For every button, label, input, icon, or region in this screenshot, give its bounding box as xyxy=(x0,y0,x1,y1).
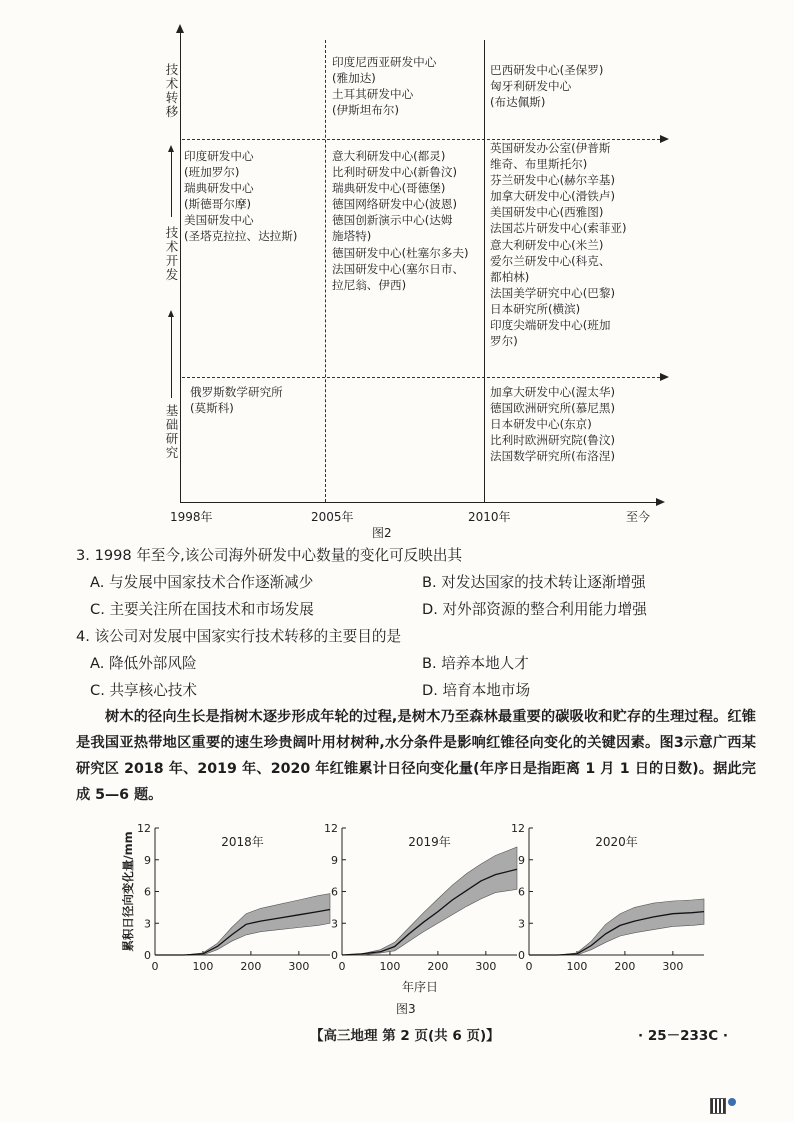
cell-dev-2010: 英国研发办公室(伊普斯 维奇、布里斯托尔) 芬兰研发中心(赫尔辛基) 加拿大研发中心(滑铁卢) 美国研发中心(西雅图) 法国芯片研发中心(索菲亚) 意大利研发中心(米兰) 爱尔兰研发中心(科克、 都柏林) 法国美学研究中心(巴黎) 日本研究所(横滨) 印度尖端研发中心(班加 罗尔) xyxy=(490,141,627,349)
question-4-stem: 4. 该公司对发展中国家实行技术转移的主要目的是 xyxy=(76,628,402,645)
x-axis xyxy=(180,502,658,503)
figure-3-caption: 图3 xyxy=(396,1002,416,1016)
question-3-option-c[interactable]: C. 主要关注所在国技术和市场发展 xyxy=(90,601,314,618)
stage-arrow-dev xyxy=(171,149,172,217)
stage-label-basic: 基础研究 xyxy=(165,403,179,460)
chart-3-x-tick-label: 100 xyxy=(566,960,588,973)
chart-3-y-tick-label: 0 xyxy=(518,949,525,962)
chart-3-x-tick-label: 200 xyxy=(614,960,636,973)
chart-1-x-tick-label: 300 xyxy=(288,960,310,973)
chart-2-x-tick-label: 300 xyxy=(475,960,497,973)
cell-dev-1998: 印度研发中心 (班加罗尔) 瑞典研发中心 (斯德哥尔摩) 美国研发中心 (圣塔克拉拉、达拉斯) xyxy=(184,149,298,244)
stage-divider-lower xyxy=(182,377,660,378)
year-label-present: 至今 xyxy=(626,510,651,524)
figure-3-charts xyxy=(110,815,720,1015)
stage-label-transfer: 技术转移 xyxy=(165,62,179,119)
question-4-option-b[interactable]: B. 培养本地人才 xyxy=(422,655,529,672)
figure-2-caption: 图2 xyxy=(372,526,392,540)
y-axis xyxy=(180,32,181,502)
stage-arrow-basic xyxy=(171,314,172,398)
chart-1-y-tick-label: 6 xyxy=(144,885,151,899)
x-axis-arrow xyxy=(656,498,665,506)
chart-y-axis-label: 累积日径向变化量/mm xyxy=(121,831,135,952)
qr-code-icon xyxy=(710,1098,726,1114)
question-4-option-d[interactable]: D. 培育本地市场 xyxy=(422,682,531,699)
stage-divider-upper-arrow xyxy=(660,135,669,143)
chart-1-x-tick-label: 0 xyxy=(151,960,159,973)
y-axis-arrow xyxy=(176,24,184,33)
question-3-option-a[interactable]: A. 与发展中国家技术合作逐渐减少 xyxy=(90,574,314,591)
chart-2-y-tick-label: 9 xyxy=(331,853,338,867)
cell-dev-2005: 意大利研发中心(都灵) 比利时研发中心(新鲁汶) 瑞典研发中心(哥德堡) 德国网络研发中心(波恩) 德国创新演示中心(达姆 施塔特) 德国研发中心(杜塞尔多夫) 法国研发中心(塞尔日市、 拉尼翁、伊西) xyxy=(332,149,469,292)
chart-3-y-tick-label: 3 xyxy=(518,917,525,931)
chart-x-axis-label: 年序日 xyxy=(401,980,439,994)
chart-3-x-tick-label: 0 xyxy=(525,960,533,973)
question-4-option-c[interactable]: C. 共享核心技术 xyxy=(90,682,198,699)
chart-1-x-tick-label: 100 xyxy=(192,960,214,973)
chart-2-title: 2019年 xyxy=(408,835,451,849)
chart-1-y-tick-label: 12 xyxy=(137,822,151,835)
question-3-option-d[interactable]: D. 对外部资源的整合利用能力增强 xyxy=(422,601,647,618)
stage-divider-lower-arrow xyxy=(660,373,669,381)
chart-2-x-tick-label: 0 xyxy=(338,960,346,973)
chart-1-title: 2018年 xyxy=(221,835,264,849)
figure-2 xyxy=(0,0,794,540)
chart-2-y-tick-label: 3 xyxy=(331,917,338,931)
footer-code: · 25－233C · xyxy=(638,1028,729,1044)
chart-3-x-tick-label: 300 xyxy=(662,960,684,973)
watermark-logo-icon xyxy=(728,1098,736,1106)
stage-arrow-basic-head xyxy=(168,310,174,317)
cell-transfer-2005: 印度尼西亚研发中心 (雅加达) 土耳其研发中心 (伊斯坦布尔) xyxy=(332,55,437,118)
chart-2-x-tick-label: 100 xyxy=(379,960,401,973)
chart-1-x-tick-label: 200 xyxy=(240,960,262,973)
chart-1-y-tick-label: 9 xyxy=(144,853,151,867)
question-3-stem: 3. 1998 年至今,该公司海外研发中心数量的变化可反映出其 xyxy=(76,547,463,564)
chart-1-y-tick-label: 3 xyxy=(144,917,151,931)
chart-3-y-tick-label: 9 xyxy=(518,853,525,867)
question-4-option-a[interactable]: A. 降低外部风险 xyxy=(90,655,197,672)
cell-basic-2010: 加拿大研发中心(渥太华) 德国欧洲研究所(慕尼黑) 日本研发中心(东京) 比利时欧洲研究院(鲁汶) 法国数学研究所(布洛涅) xyxy=(490,385,615,464)
question-3-option-b[interactable]: B. 对发达国家的技术转让逐渐增强 xyxy=(422,574,646,591)
chart-3-y-tick-label: 6 xyxy=(518,885,525,899)
cell-basic-1998: 俄罗斯数学研究所 (莫斯科) xyxy=(190,385,283,416)
chart-3-y-tick-label: 12 xyxy=(511,822,525,835)
cell-transfer-2010: 巴西研发中心(圣保罗) 匈牙利研发中心 (布达佩斯) xyxy=(490,63,604,110)
chart-2-y-tick-label: 0 xyxy=(331,949,338,962)
chart-1-y-tick-label: 0 xyxy=(144,949,151,962)
year-label-1998: 1998年 xyxy=(170,510,213,524)
footer-page-info: 【高三地理 第 2 页(共 6 页)】 xyxy=(310,1028,500,1044)
year-label-2005: 2005年 xyxy=(311,510,354,524)
chart-1-range-band xyxy=(155,894,330,955)
period-divider-2005 xyxy=(325,40,326,502)
year-label-2010: 2010年 xyxy=(468,510,511,524)
stage-arrow-dev-head xyxy=(168,145,174,152)
chart-2-y-tick-label: 6 xyxy=(331,885,338,899)
stage-label-dev: 技术开发 xyxy=(165,225,179,282)
period-divider-2010 xyxy=(484,40,485,502)
chart-2-range-band xyxy=(342,847,517,955)
chart-2-y-tick-label: 12 xyxy=(324,822,338,835)
chart-3-title: 2020年 xyxy=(595,835,638,849)
passage-text: 树木的径向生长是指树木逐步形成年轮的过程,是树木乃至森林最重要的碳吸收和贮存的生理过程。红锥是我国亚热带地区重要的速生珍贵阔叶用材树种,水分条件是影响红锥径向变化的关键因素。图3示意广西某研究区 2018 年、2019 年、2020 年红锥累计日径向变化量(年序日是指距离 1 月 1 日的日数)。据此完成 5—6 题。 xyxy=(76,709,756,803)
chart-2-x-tick-label: 200 xyxy=(427,960,449,973)
